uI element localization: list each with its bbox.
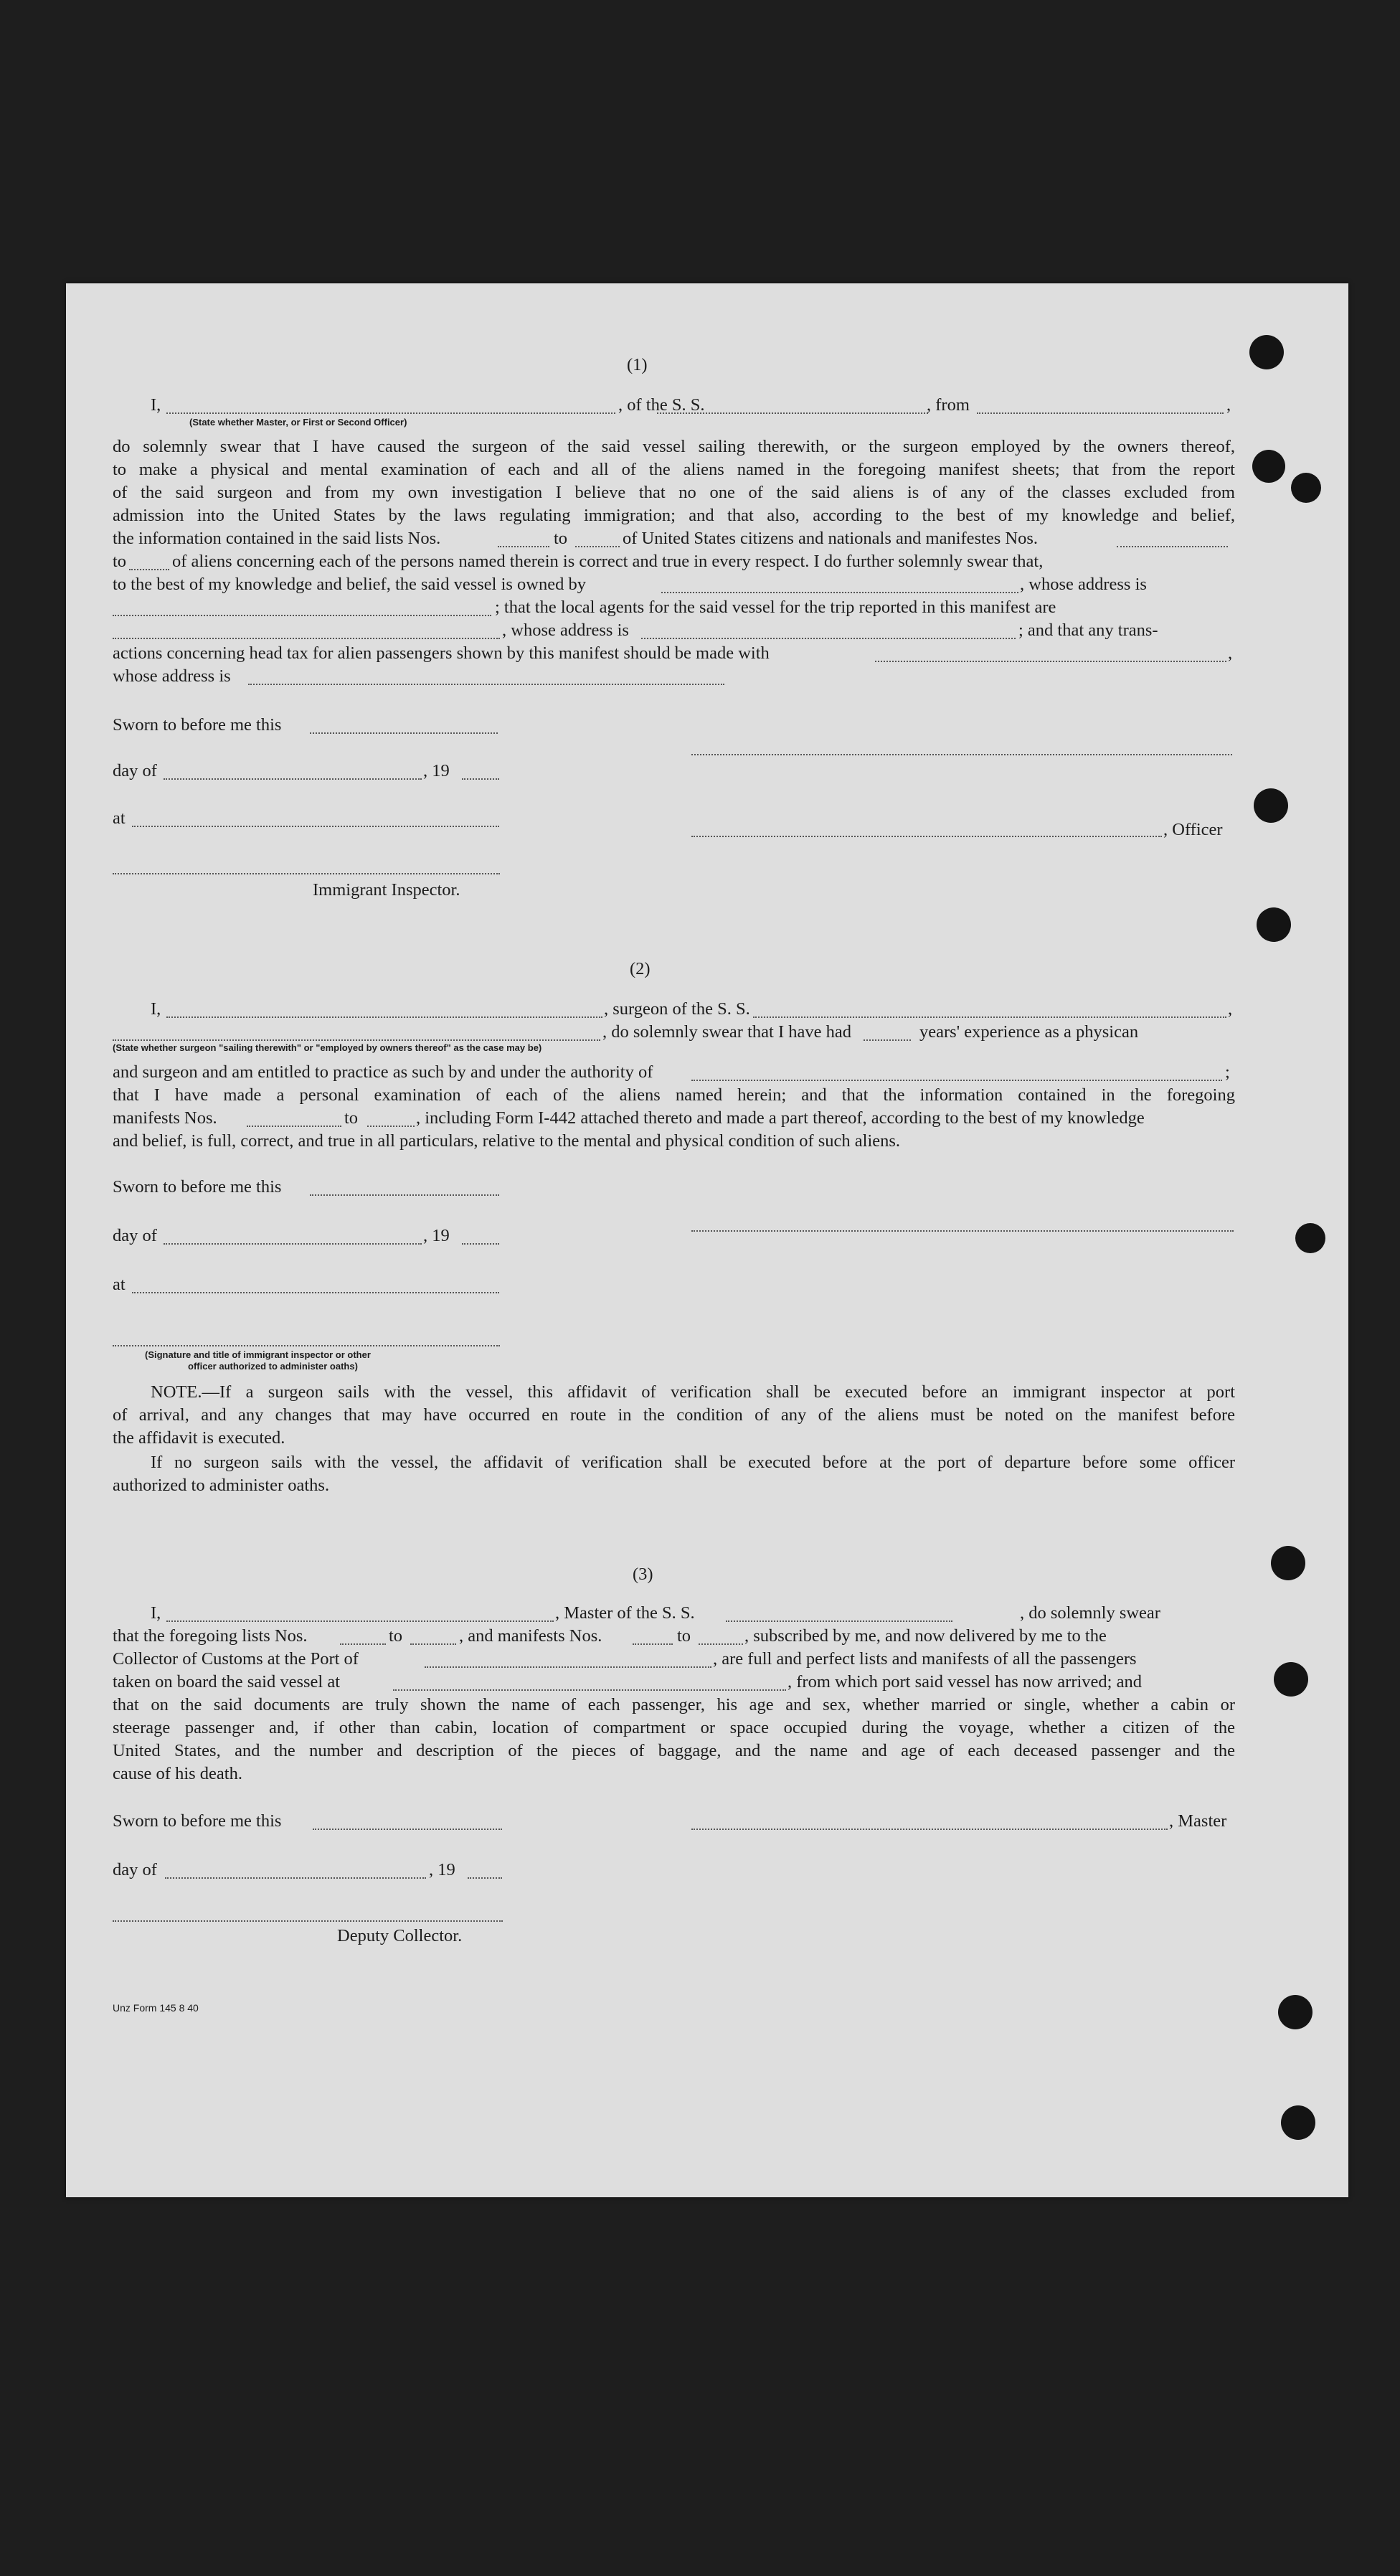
s2-line4: that I have made a personal examination of each of the aliens named herein; and that the information contained in the foregoing <box>113 1085 1235 1105</box>
s3-master: , Master <box>1169 1811 1227 1831</box>
s3-line4: , from which port said vessel has now arrived; and <box>788 1672 1142 1692</box>
fill-line <box>753 1016 1226 1018</box>
fill-line <box>166 1016 602 1018</box>
fill-line <box>132 826 499 827</box>
fill-line <box>726 1620 952 1622</box>
s2-line2: , do solemnly swear that I have had <box>602 1022 851 1042</box>
s2-line2: years' experience as a physican <box>919 1022 1139 1042</box>
fill-line <box>113 638 500 639</box>
fill-line <box>661 592 1018 593</box>
signature-line <box>691 836 1162 837</box>
s2-surgeon-note: (State whether surgeon "sailing therewith" or "employed by owners thereof" as the case may be) <box>113 1042 542 1053</box>
s3-line1: , do solemnly swear <box>1020 1603 1160 1623</box>
s1-line1-from: , from <box>927 395 970 415</box>
punch-hole <box>1271 1546 1305 1580</box>
form-number: Unz Form 145 8 40 <box>113 2002 199 2014</box>
s2-sig-note: officer authorized to administer oaths) <box>188 1361 358 1372</box>
signature-line <box>691 1230 1234 1232</box>
s3-line2: to <box>677 1626 691 1646</box>
s3-last-line: cause of his death. <box>113 1764 242 1783</box>
fill-line <box>410 1643 456 1645</box>
s1-line6: to <box>113 552 127 571</box>
s1-line9: ; and that any trans- <box>1018 621 1158 640</box>
punch-hole <box>1249 335 1284 369</box>
signature-line <box>691 754 1232 755</box>
punch-hole <box>1278 1995 1312 2029</box>
section-1-heading: (1) <box>627 355 648 374</box>
s1-line7: , whose address is <box>1020 575 1147 594</box>
fill-line <box>462 1243 499 1245</box>
fill-line <box>691 1080 1222 1081</box>
fill-line <box>248 684 724 685</box>
s1-line8: ; that the local agents for the said vessel for the trip reported in this manifest are <box>495 598 1056 617</box>
s3-sworn: Sworn to before me this <box>113 1811 282 1831</box>
fill-line <box>164 1243 422 1245</box>
fill-line <box>367 1126 415 1127</box>
s3-body-line: steerage passenger and, if other than cabin, location of compartment or space occupied during the voyage, whether a citizen of the <box>113 1718 1235 1737</box>
s1-line11: whose address is <box>113 666 231 686</box>
fill-line <box>113 615 491 616</box>
fill-line <box>166 412 615 414</box>
s1-line5: of United States citizens and nationals and manifestes Nos. <box>623 529 1039 548</box>
fill-line <box>468 1877 502 1879</box>
s2-line1: , surgeon of the S. S. <box>604 999 750 1019</box>
signature-line <box>691 1829 1168 1830</box>
fill-line <box>247 1126 341 1127</box>
s3-line3: , are full and perfect lists and manifests of all the passengers <box>713 1649 1137 1669</box>
s1-line6: of aliens concerning each of the persons named therein is correct and true in every respect. I do further solemnly swear that, <box>172 552 1044 571</box>
signature-line <box>113 1920 503 1922</box>
s1-line7: to the best of my knowledge and belief, the said vessel is owned by <box>113 575 586 594</box>
punch-hole <box>1291 473 1321 503</box>
fill-line <box>1117 546 1228 547</box>
s2-note-line: the affidavit is executed. <box>113 1428 285 1448</box>
s1-line1-end: , <box>1226 395 1231 415</box>
s1-line1-i: I, <box>151 395 161 415</box>
s2-dayof: day of <box>113 1226 157 1245</box>
s1-at: at <box>113 808 126 828</box>
fill-line <box>164 778 422 780</box>
s3-line1: I, <box>151 1603 161 1623</box>
s1-body-line: do solemnly swear that I have caused the surgeon of the said vessel sailing therewith, or the surgeon employed by the owners thereof, <box>113 437 1235 456</box>
s2-line5: , including Form I-442 attached thereto and made a part thereof, according to the best of my knowledge <box>416 1108 1145 1128</box>
s3-line1: , Master of the S. S. <box>555 1603 695 1623</box>
punch-hole <box>1295 1223 1325 1253</box>
s2-line6: and belief, is full, correct, and true in all particulars, relative to the mental and physical condition of such aliens. <box>113 1131 901 1151</box>
s3-body-line: that on the said documents are truly shown the name of each passenger, his age and sex, whether married or single, whether a cabin or <box>113 1695 1235 1714</box>
fill-line <box>462 778 499 780</box>
s2-note-last: authorized to administer oaths. <box>113 1476 330 1495</box>
s2-at: at <box>113 1275 126 1294</box>
document-page <box>66 283 1348 2197</box>
s1-body-line: to make a physical and mental examination of each and all of the aliens named in the foregoing manifest sheets; that from the report <box>113 460 1235 479</box>
s3-line2: to <box>389 1626 403 1646</box>
s2-line3: ; <box>1225 1062 1230 1082</box>
signature-line <box>113 1345 500 1346</box>
fill-line <box>699 1643 743 1645</box>
s2-note-line: NOTE.—If a surgeon sails with the vessel, this affidavit of verification shall be executed before an immigrant inspector at port <box>151 1382 1235 1402</box>
s1-line10: , <box>1228 643 1233 663</box>
fill-line <box>310 1194 499 1196</box>
s1-line9: , whose address is <box>502 621 629 640</box>
s2-line5: manifests Nos. <box>113 1108 217 1128</box>
section-3-heading: (3) <box>633 1565 653 1584</box>
fill-line <box>113 1039 600 1041</box>
fill-line <box>864 1039 911 1041</box>
s3-line4: taken on board the said vessel at <box>113 1672 341 1692</box>
s1-line5: to <box>554 529 568 548</box>
fill-line <box>657 412 928 414</box>
fill-line <box>977 412 1224 414</box>
fill-line <box>129 569 169 570</box>
s1-dayof: day of <box>113 761 157 780</box>
fill-line <box>575 546 620 547</box>
s2-line3: and surgeon and am entitled to practice as such by and under the authority of <box>113 1062 653 1082</box>
s3-dayof: day of <box>113 1860 157 1879</box>
s2-note-last: If no surgeon sails with the vessel, the affidavit of verification shall be executed before at the port of departure before some officer <box>151 1453 1235 1472</box>
s1-body-line: of the said surgeon and from my own investigation I believe that no one of the said aliens is of any of the classes excluded from <box>113 483 1235 502</box>
s1-line10: actions concerning head tax for alien passengers shown by this manifest should be made with <box>113 643 770 663</box>
s2-nineteen: , 19 <box>423 1226 450 1245</box>
s1-body-line: admission into the United States by the laws regulating immigration; and that also, according to the best of my knowledge and belief, <box>113 506 1235 525</box>
s1-line1-ss: , of the S. S. <box>618 395 705 415</box>
punch-hole <box>1257 907 1291 942</box>
fill-line <box>340 1643 386 1645</box>
fill-line <box>393 1689 786 1691</box>
fill-line <box>310 732 498 734</box>
fill-line <box>498 546 549 547</box>
s2-sig-note: (Signature and title of immigrant inspector or other <box>145 1349 371 1360</box>
s2-line1: I, <box>151 999 161 1019</box>
s1-officer-note: (State whether Master, or First or Second Officer) <box>189 417 407 428</box>
s3-line3: Collector of Customs at the Port of <box>113 1649 359 1669</box>
s1-line5: the information contained in the said lists Nos. <box>113 529 441 548</box>
punch-hole <box>1252 450 1285 483</box>
punch-hole <box>1254 788 1288 823</box>
s2-sworn: Sworn to before me this <box>113 1177 282 1197</box>
s1-officer: , Officer <box>1163 820 1223 839</box>
s2-note-line: of arrival, and any changes that may have occurred en route in the condition of any of the aliens must be noted on the manifest before <box>113 1405 1235 1425</box>
section-2-heading: (2) <box>630 959 651 978</box>
s1-sworn: Sworn to before me this <box>113 715 282 735</box>
fill-line <box>425 1666 711 1668</box>
s3-nineteen: , 19 <box>429 1860 455 1879</box>
s3-body-line: United States, and the number and description of the pieces of baggage, and the name and age of each deceased passenger and the <box>113 1741 1235 1760</box>
s1-nineteen: , 19 <box>423 761 450 780</box>
s3-collector: Deputy Collector. <box>337 1926 463 1945</box>
fill-line <box>641 638 1016 639</box>
s2-line5: to <box>344 1108 359 1128</box>
s3-line2: , subscribed by me, and now delivered by me to the <box>744 1626 1107 1646</box>
punch-hole <box>1281 2105 1315 2140</box>
fill-line <box>313 1829 502 1830</box>
fill-line <box>875 661 1226 662</box>
fill-line <box>165 1877 426 1879</box>
fill-line <box>633 1643 673 1645</box>
s2-line1: , <box>1228 999 1233 1019</box>
s3-line2: , and manifests Nos. <box>459 1626 602 1646</box>
signature-line <box>113 873 500 874</box>
fill-line <box>166 1620 554 1622</box>
s1-inspector: Immigrant Inspector. <box>313 880 460 900</box>
fill-line <box>132 1292 499 1293</box>
punch-hole <box>1274 1662 1308 1697</box>
s3-line2: that the foregoing lists Nos. <box>113 1626 308 1646</box>
